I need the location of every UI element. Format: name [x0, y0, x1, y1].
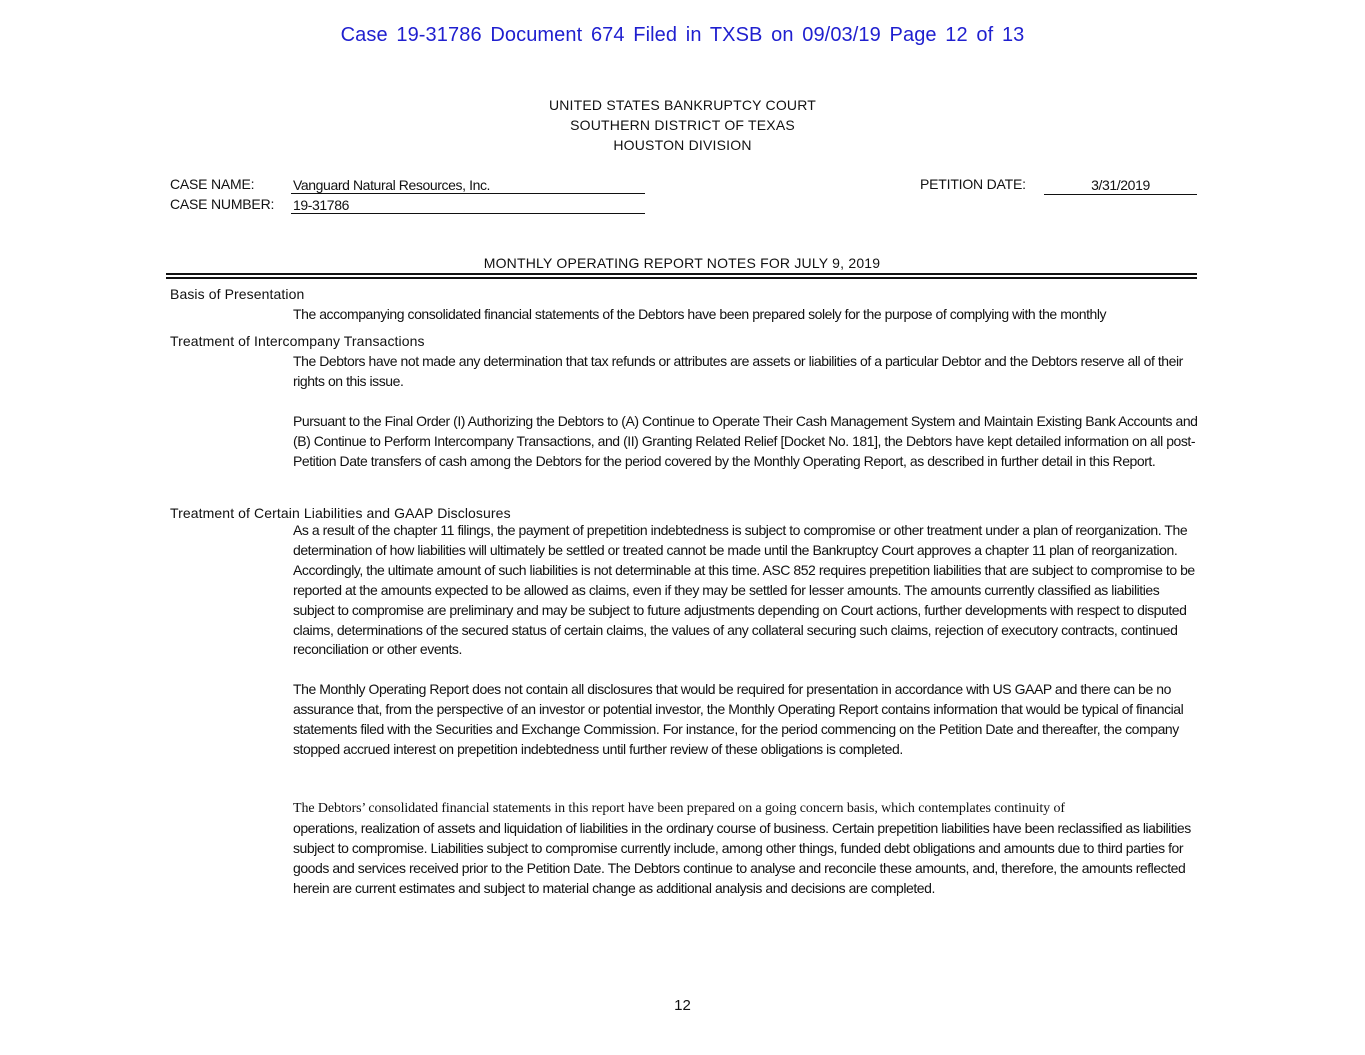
title-rule-top — [166, 273, 1197, 275]
page-number: 12 — [674, 997, 691, 1014]
paragraph-liabilities-compromise: As a result of the chapter 11 filings, the payment of prepetition indebtedness is subject to compromise or other treatment under a plan of reorganization. The determination of how liabilities will ultimately be settled or treated cannot be made until the Bankruptcy Court approves a chapter 11 plan of reorganization. Accordingly, the ultimate amount of such liabilities is not determinable at this time. ASC 852 requires prepetition liabilities that are subject to compromise to be reported at the amounts expected to be allowed as claims, even if they may be settled for lesser amounts. The amounts currently classified as liabilities subject to compromise are preliminary and may be subject to future adjustments depending on Court actions, further developments with respect to disputed claims, determinations of the secured status of certain claims, the values of any collateral securing such claims, rejection of executory contracts, continued reconciliation or other events. — [293, 522, 1195, 658]
case-name-value: Vanguard Natural Resources, Inc. — [291, 176, 645, 194]
petition-date-label: PETITION DATE: — [920, 176, 1026, 192]
court-header — [0, 95, 1365, 155]
petition-date-value: 3/31/2019 — [1044, 176, 1197, 195]
paragraph-gaap-disclosures: The Monthly Operating Report does not contain all disclosures that would be required for presentation in accordance with US GAAP and there can be no assurance that, from the perspective of an investor or potential investor, the Monthly Operating Report contains information that would be typical of financial statements filed with the Securities and Exchange Commission. For instance, for the period commencing on the Petition Date and thereafter, the company stopped accrued interest on prepetition indebtedness until further review of these obligations is completed. — [293, 681, 1184, 757]
section-heading-liabilities: Treatment of Certain Liabilities and GAAP Disclosures — [170, 505, 511, 521]
case-name-label: CASE NAME: — [170, 176, 255, 192]
section-heading-basis: Basis of Presentation — [170, 286, 305, 302]
section-heading-intercompany: Treatment of Intercompany Transactions — [170, 333, 425, 349]
paragraph-basis: The accompanying consolidated financial statements of the Debtors have been prepared solely for the purpose of complying with the monthly — [293, 306, 1107, 322]
court-division: HOUSTON DIVISION — [613, 137, 752, 153]
paragraph-going-concern-first-line: The Debtors’ consolidated financial statements in this report have been prepared on a going concern basis, which contemplates continuity of — [293, 801, 1065, 816]
paragraph-going-concern: operations, realization of assets and liquidation of liabilities in the ordinary course of business. Certain prepetition liabilities have been reclassified as liabilities subject to compromise. Liabilities subject to compromise currently include, among other things, funded debt obligations and amounts due to third parties for goods and services received prior to the Petition Date. The Debtors continue to analyse and reconcile these amounts, and, therefore, the amounts reflected herein are current estimates and subject to material change as additional analysis and decisions are completed. — [293, 820, 1191, 896]
title-rule-bottom — [166, 277, 1197, 279]
court-district: SOUTHERN DISTRICT OF TEXAS — [570, 117, 795, 133]
paragraph-intercompany-cash: Pursuant to the Final Order (I) Authorizing the Debtors to (A) Continue to Operate Their Cash Management System and Maintain Existing Bank Accounts and (B) Continue to Perform Intercompany Transactions, and (II) Granting Related Relief [Docket No. 181], the Debtors have kept detailed information on all post-Petition Date transfers of cash among the Debtors for the period covered by the Monthly Operating Report, as described in further detail in this Report. — [293, 413, 1198, 469]
case-number-value: 19-31786 — [291, 196, 645, 214]
filing-stamp: Case 19-31786 Document 674 Filed in TXSB on 09/03/19 Page 12 of 13 — [340, 24, 1025, 46]
court-name: UNITED STATES BANKRUPTCY COURT — [548, 97, 817, 113]
case-number-label: CASE NUMBER: — [170, 196, 275, 212]
report-title: MONTHLY OPERATING REPORT NOTES FOR JULY 9, 2019 — [483, 255, 881, 271]
paragraph-intercompany-tax: The Debtors have not made any determination that tax refunds or attributes are assets or liabilities of a particular Debtor and the Debtors reserve all of their rights on this issue. — [293, 353, 1183, 389]
